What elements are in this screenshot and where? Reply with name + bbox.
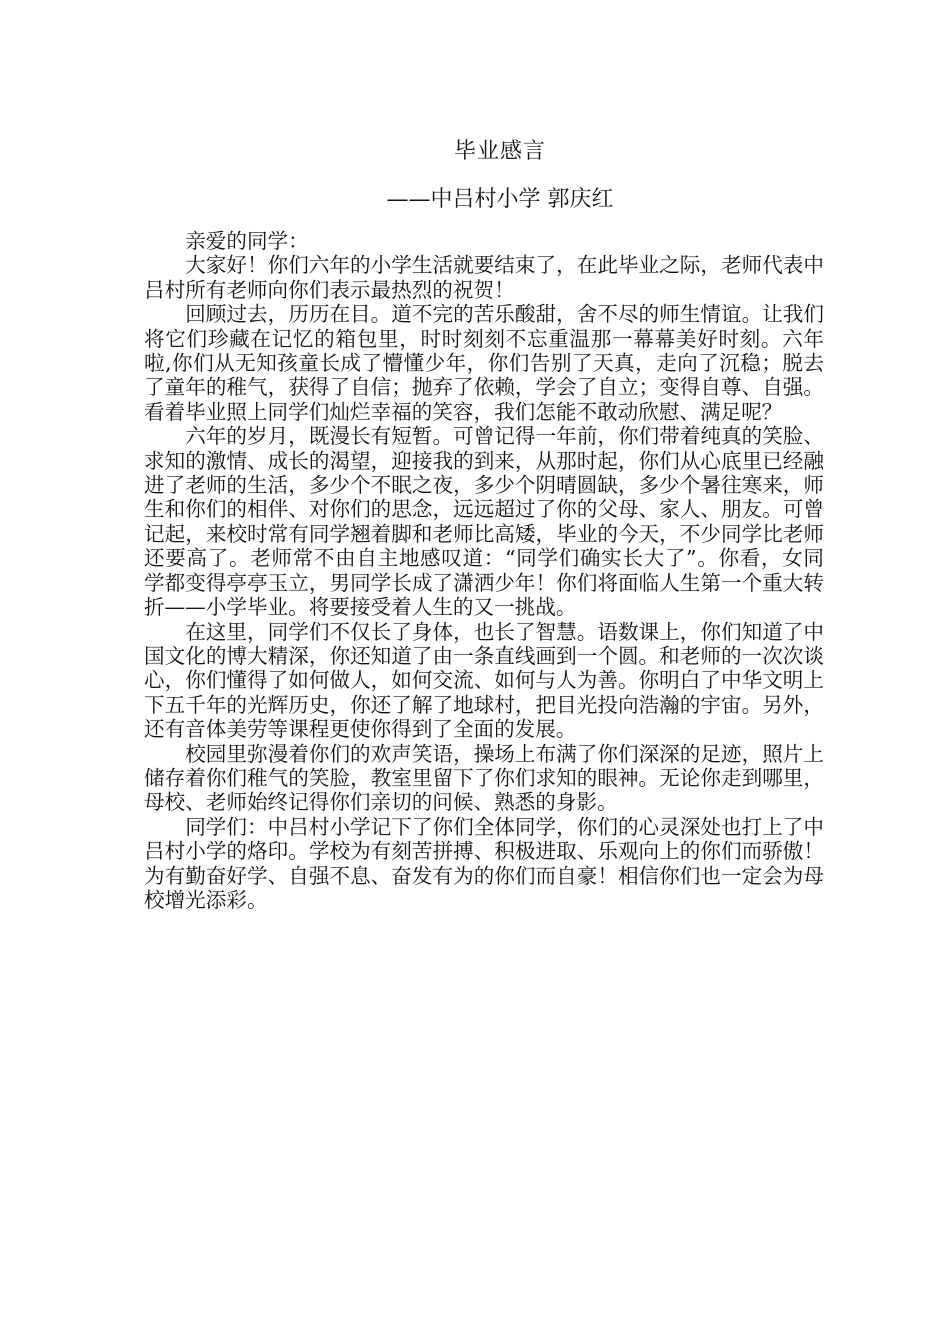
paragraph: 同学们：中吕村小学记下了你们全体同学，你们的心灵深处也打上了中吕村小学的烙印。学校为有刻苦拼搏、积极进取、乐观向上的你们而骄傲！为有勤奋好学、自强不息、奋发有为的你们而自豪！相信你们也一定会为母校增光添彩。 (144, 814, 824, 912)
paragraph: 六年的岁月，既漫长有短暂。可曾记得一年前，你们带着纯真的笑脸、求知的激情、成长的渴望，迎接我的到来，从那时起，你们从心底里已经融进了老师的生活，多少个不眠之夜，多少个阴晴圆缺，多少个暑往寒来，师生和你们的相伴、对你们的思念，远远超过了你的父母、家人、朋友。可曾记起，来校时常有同学翘着脚和老师比高矮，毕业的今天，不少同学比老师还要高了。老师常不由自主地感叹道：“同学们确实长大了”。你看，女同学都变得亭亭玉立，男同学长成了潇洒少年！你们将面临人生第一个重大转折——小学毕业。将要接受着人生的又一挑战。 (144, 424, 824, 620)
paragraph: 校园里弥漫着你们的欢声笑语，操场上布满了你们深深的足迹，照片上储存着你们稚气的笑脸，教室里留下了你们求知的眼神。无论你走到哪里，母校、老师始终记得你们亲切的问候、熟悉的身影。 (144, 741, 824, 815)
salutation: 亲爱的同学： (185, 229, 309, 253)
document-subtitle: ——中吕村小学 郭庆红 (386, 187, 614, 212)
paragraph: 在这里，同学们不仅长了身体，也长了智慧。语数课上，你们知道了中国文化的博大精深，你还知道了由一条直线画到一个圆。和老师的一次次谈心，你们懂得了如何做人，如何交流、如何与人为善。你明白了中华文明上下五千年的光辉历史，你还了解了地球村，把目光投向浩瀚的宇宙。另外，还有音体美劳等课程更使你得到了全面的发展。 (144, 619, 824, 742)
paragraph: 大家好！你们六年的小学生活就要结束了，在此毕业之际，老师代表中吕村所有老师向你们表示最热烈的祝贺！ (144, 253, 824, 302)
document-title: 毕业感言 (453, 139, 546, 164)
document-body (144, 229, 824, 912)
paragraph: 回顾过去，历历在目。道不完的苦乐酸甜，舍不尽的师生情谊。让我们将它们珍藏在记忆的箱包里，时时刻刻不忘重温那一幕幕美好时刻。六年啦,你们从无知孩童长成了懵懂少年，你们告别了天真，走向了沉稳；脱去了童年的稚气，获得了自信；抛弃了依赖，学会了自立；变得自尊、自强。看着毕业照上同学们灿烂幸福的笑容，我们怎能不敢动欣慰、满足呢？ (144, 302, 824, 424)
